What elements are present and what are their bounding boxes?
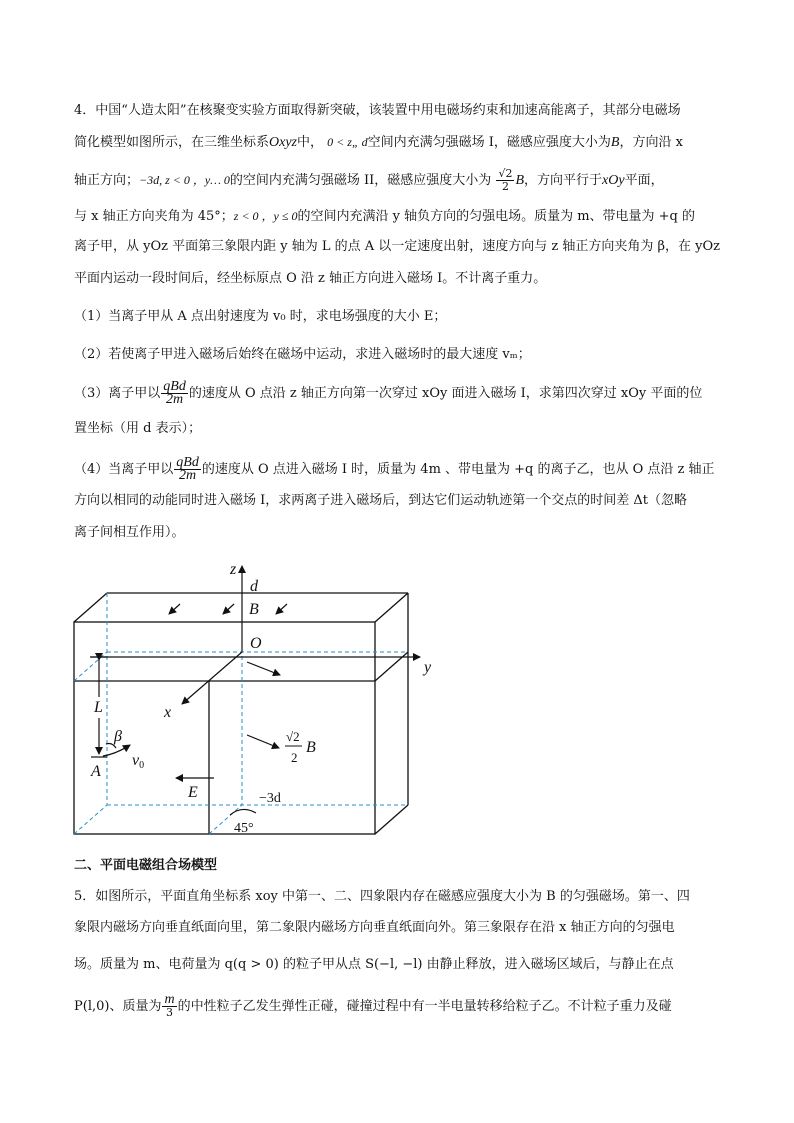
box-front-face — [74, 622, 375, 834]
qbd-over-2m-fraction: $\frac{\text{qBd}}{2m}$ — [163, 379, 186, 407]
section-2-heading: 二、平面电磁组合场模型 — [74, 858, 218, 873]
p5-line1: 5．如图所示，平面直角坐标系 xoy 中第一、二、四象限内存在磁感应强度大小为 B 的匀强磁场。第一、四 — [74, 889, 690, 904]
label-L: L — [94, 699, 103, 716]
field-B2-arrow — [247, 735, 279, 748]
p4-question-2: （2）若使离子甲进入磁场后始终在磁场中运动，求进入磁场时的最大速度 vₘ； — [74, 347, 531, 362]
label-frac-den: 2 — [291, 750, 298, 765]
p4-line6: 平面内运动一段时间后，经坐标原点 O 沿 z 轴正方向进入磁场 I。不计离子重力。 — [74, 271, 547, 286]
qbd-over-2m-fraction: $\frac{\text{qBd}}{2m}$ — [176, 455, 199, 483]
p5-line2: 象限内磁场方向垂直纸面向里，第二象限内磁场方向垂直纸面向外。第三象限存在沿 x 轴正方向的匀强电 — [74, 920, 675, 935]
p4-line4: 与 x 轴正方向夹角为 45°；z < 0 ，y ≤ 0的空间内充满沿 y 轴负方向的匀强电场。质量为 m、带电量为 +q 的 — [74, 209, 696, 224]
field-B-arrow — [169, 604, 180, 614]
p4-line3: 轴正方向；−3d, z < 0 ，y… 0的空间内充满匀强磁场 II，磁感应强度大小为 $\frac{√2}{2}$ B，方向平行于xOy平面， — [74, 167, 664, 193]
p4-question-4-cont: 方向以相同的动能同时进入磁场 I，求两离子进入磁场后，到达它们运动轨迹第一个交点的时间差 Δt（忽略 — [74, 493, 688, 508]
field-B-arrow — [223, 604, 234, 614]
label-x: x — [164, 704, 172, 721]
x-axis — [182, 652, 242, 704]
label-neg3d: −3d — [259, 791, 281, 806]
p5-line4: P(l,0)、质量为 $\frac{m}{3}$ 的中性粒子乙发生弹性正碰，碰撞过程中有一半电量转移给粒子乙。不计粒子重力及碰 — [74, 992, 672, 1019]
p4-question-4: （4）当离子甲以 $\frac{\text{qBd}}{2m}$ 的速度从 O 点进入磁场 I 时，质量为 4m 、带电量为 +q 的离子乙，也从 O 点沿 z 轴正 — [74, 455, 715, 483]
field-B-arrow — [276, 604, 287, 614]
label-d: d — [250, 578, 258, 595]
label-frac-num: √2 — [286, 729, 300, 744]
p5-line3: 场。质量为 m、电荷量为 q(q > 0) 的粒子甲从点 S(−l, −l) 由静止释放，进入磁场区域后，与静止在点 — [74, 957, 674, 972]
p4-line2: 简化模型如图所示，在三维坐标系Oxyz中， 0 < z„ d空间内充满匀强磁场 I，磁感应强度大小为B，方向沿 x — [74, 135, 683, 150]
sqrt2-over-2-fraction: $\frac{√2}{2}$ — [498, 167, 513, 193]
label-y: y — [424, 659, 432, 676]
label-z: z — [230, 561, 237, 578]
p4-question-1: （1）当离子甲从 A 点出射速度为 v₀ 时，求电场强度的大小 E； — [74, 309, 447, 324]
label-B2: B — [306, 739, 316, 756]
m-over-3-fraction: $\frac{m}{3}$ — [164, 992, 175, 1019]
p4-question-4-cont2: 离子间相互作用）。 — [74, 525, 185, 540]
p4-line1: 4．中国“人造太阳”在核聚变实验方面取得新突破，该装置中用电磁场约束和加速高能离子，其部分电磁场 — [74, 103, 681, 118]
label-E: E — [188, 784, 198, 801]
label-A: A — [91, 763, 101, 780]
label-O: O — [250, 635, 262, 652]
angle-45-arc — [230, 809, 256, 815]
beta-arc — [106, 744, 116, 749]
p4-line5: 离子甲，从 yOz 平面第三象限内距 y 轴为 L 的点 A 以一定速度出射，速度方向与 z 轴正方向夹角为 β，在 yOz — [74, 239, 721, 254]
ion-velocity-arrow — [247, 662, 280, 675]
label-beta: β — [114, 728, 122, 745]
v0-arrow — [103, 745, 130, 756]
label-v0: v0 — [132, 752, 145, 771]
label-B: B — [249, 601, 259, 618]
p4-question-3-cont: 置坐标（用 d 表示）； — [74, 421, 202, 436]
p4-question-3: （3）离子甲以 $\frac{\text{qBd}}{2m}$ 的速度从 O 点沿 z 轴正方向第一次穿过 xOy 面进入磁场 I，求第四次穿过 xOy 平面的位 — [74, 379, 703, 407]
label-45deg: 45° — [234, 821, 254, 836]
